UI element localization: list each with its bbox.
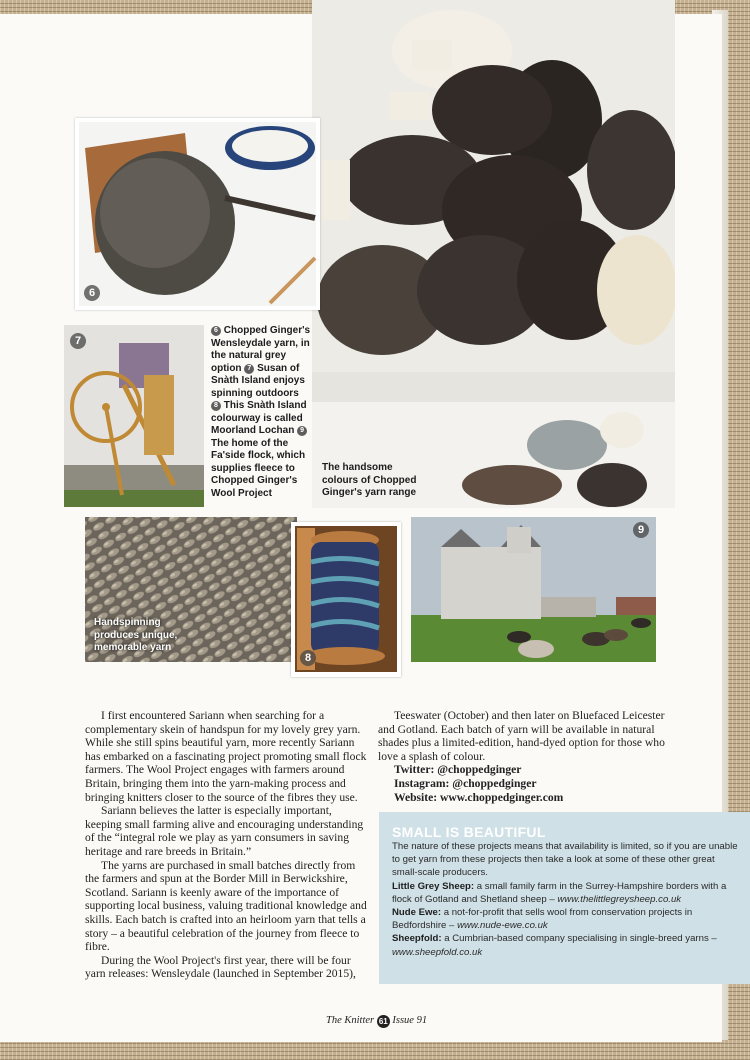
yarn-shelf-photo [312, 0, 675, 508]
handspinning-caption: Handspinning produces unique, memorable yarn [94, 617, 178, 653]
website-link: Website: www.choppedginger.com [394, 790, 564, 804]
producer-name: Little Grey Sheep: [392, 880, 475, 892]
numbered-caption [211, 325, 311, 500]
twitter-handle: Twitter: @choppedginger [394, 763, 522, 777]
grey-yarn-cake-illustration [75, 118, 320, 310]
caption-number-6: 6 [211, 326, 221, 336]
producer-description: a Cumbrian-based company specialising in single-breed yarns – [444, 933, 717, 945]
caption-number-7: 7 [244, 364, 254, 374]
article-column-1 [85, 709, 367, 981]
handspun-yarn-photo [85, 517, 297, 662]
photo-9 [411, 517, 656, 662]
producer-url[interactable]: www.nude-ewe.co.uk [457, 920, 548, 932]
caption-9: The home of the Fa'side flock, which supplies fleece to Chopped Ginger's Wool Project [211, 437, 306, 499]
producer-url[interactable]: www.thelittlegreysheep.co.uk [557, 893, 682, 905]
article-paragraph: During the Wool Project's first year, there will be four yarn releases: Wensleydale (launched in September 2015), [85, 953, 356, 981]
sidebar-intro: The nature of these projects means that availability is limited, so if you are unable to get yarn from these projects then take a look at some of these other great small-scale producers. [392, 841, 738, 879]
producer-url[interactable]: www.sheepfold.co.uk [392, 946, 483, 958]
producer-description: a small family farm in the Surrey-Hampshire borders with a flock of Gotland and Shetland sheep – [392, 880, 727, 905]
caption-number-9: 9 [297, 426, 307, 436]
magazine-name: The Knitter [326, 1015, 375, 1026]
sidebar-text [392, 840, 742, 959]
producer-name: Nude Ewe: [392, 907, 442, 919]
caption-8: This Snàth Island colourway is called Moorland Lochan [211, 400, 307, 436]
article-paragraph: Sariann believes the latter is especially important, keeping small farming alive and encouraging understanding of the “integral role we play as yarn consumers in saving heritage and rare breeds in Britain.” [85, 804, 364, 858]
sidebar-entry [392, 906, 742, 932]
photo-number-badge: 6 [84, 285, 100, 301]
photo-number-badge: 8 [300, 650, 316, 666]
shelf-caption: The handsome colours of Chopped Ginger's yarn range [322, 462, 417, 498]
sidebar-entry [392, 932, 742, 958]
small-is-beautiful-box [379, 812, 750, 984]
spinning-wheel-illustration [64, 325, 204, 507]
instagram-handle: Instagram: @choppedginger [394, 776, 537, 790]
page-number: 61 [377, 1015, 390, 1028]
article-column-2 [378, 709, 678, 804]
caption-7: Susan of Snàth Island enjoys spinning outdoors [211, 362, 305, 399]
article-paragraph: I first encountered Sariann when searching for a complementary skein of handspun for my lovely grey yarn. While she still spins beautiful yarn, more recently Sariann has embarked on a fascinating project promoting small flock farmers. The Wool Project engages with farmers around Britain, bringing them into the yarn-making process and bringing knitters closer to the source of the fibres they use. [85, 709, 367, 804]
article-paragraph: Teeswater (October) and then later on Bluefaced Leicester and Gotland. Each batch of yarn will be available in natural shades plus a limited-edition, hand-dyed option for those who love a splash of colour. [378, 709, 665, 763]
sidebar-entry [392, 880, 742, 906]
article-paragraph: The yarns are purchased in small batches directly from the farmers and spun at the Border Mill in Berwickshire, Scotland. Sariann is keenly aware of the importance of supporting local business, valuing traditional knowledge and skills. Each batch is crafted into an heirloom yarn that tells a story – a beautiful celebration of the journey from fleece to fibre. [85, 858, 367, 954]
sidebar-title: SMALL IS BEAUTIFUL [392, 824, 546, 840]
caption-number-8: 8 [211, 401, 221, 411]
producer-name: Sheepfold: [392, 933, 442, 945]
photo-6 [75, 118, 320, 310]
page-footer [326, 1015, 427, 1028]
photo-8 [291, 522, 401, 677]
yarn-shelf-illustration [312, 0, 675, 508]
castle-sheep-illustration [411, 517, 656, 662]
photo-7 [64, 325, 204, 507]
photo-number-badge: 7 [70, 333, 86, 349]
photo-number-badge: 9 [633, 522, 649, 538]
issue-number: Issue 91 [392, 1015, 428, 1026]
caption-6: Chopped Ginger's Wensleydale yarn, in the natural grey option [211, 325, 311, 374]
producer-description: a not-for-profit that sells wool from conservation projects in Bedfordshire – [392, 907, 693, 932]
